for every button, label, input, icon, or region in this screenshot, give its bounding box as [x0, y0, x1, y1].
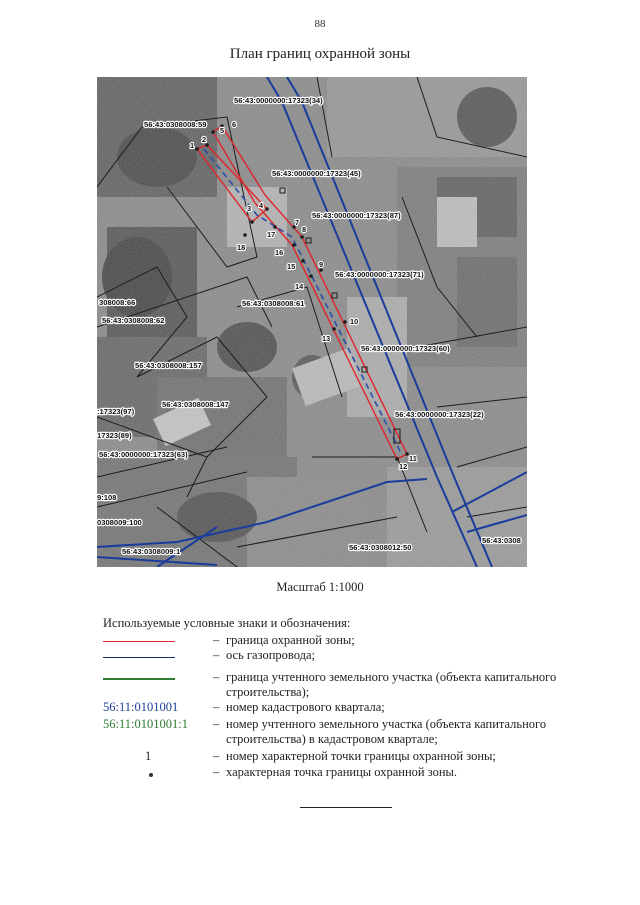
point-marker-15 [301, 259, 305, 263]
legend-dash: – [213, 717, 220, 731]
legend-dash: – [213, 749, 220, 763]
legend-symbol [103, 717, 203, 732]
point-label-18: 18 [237, 243, 246, 252]
parcel-label: 56:43:0000000:17323(34) [234, 96, 323, 105]
parcel-label: 56:43:0308009:1 [122, 547, 181, 556]
legend-text: граница охранной зоны; [226, 633, 355, 647]
legend-dash: – [213, 670, 220, 684]
parcel-label: 56:43:0000000:17323(63) [99, 450, 188, 459]
aerial-map-image [97, 77, 527, 567]
point-marker-16 [292, 243, 296, 247]
parcel-label: 56:43:0000000:17323(87) [312, 211, 401, 220]
legend-dash: – [213, 700, 220, 714]
point-marker-12 [395, 457, 399, 461]
legend-text: ось газопровода; [226, 648, 316, 662]
red-line-symbol [103, 641, 175, 642]
parcel-label: 0308009:100 [97, 518, 142, 527]
point-marker-1 [195, 147, 199, 151]
parcel-label: 308008:66 [99, 298, 136, 307]
point-marker-4 [265, 207, 269, 211]
point-marker-14 [309, 274, 313, 278]
point-label-12: 12 [399, 462, 408, 471]
parcel-label: 56:43:0308008:147 [162, 400, 229, 409]
point-marker-18 [243, 233, 247, 237]
parcel-label: 56:43:0000000:17323(60) [361, 344, 450, 353]
point-label-4: 4 [259, 201, 264, 210]
legend-text: номер кадастрового квартала; [226, 700, 385, 714]
legend-symbol [103, 700, 203, 715]
point-marker-13 [332, 327, 336, 331]
legend-text: номер характерной точки границы охранной зоны; [226, 749, 496, 763]
point-label-15: 15 [287, 262, 296, 271]
parcel-label: 56:43:0308008:62 [102, 316, 165, 325]
point-label-3: 3 [247, 204, 252, 213]
point-marker-3 [250, 220, 254, 224]
parcel-label: 56:43:0308012:50 [349, 543, 412, 552]
legend-dash: – [213, 633, 220, 647]
legend-dash: – [213, 648, 220, 662]
parcel-label: 56:43:0308 [482, 536, 521, 545]
point-label-5: 5 [220, 126, 225, 135]
legend-text: номер учтенного земельного участка (объекта капитального строительства) в кадастровом квартале; [226, 717, 547, 746]
green-line-symbol [103, 678, 175, 680]
map-scale: Масштаб 1:1000 [276, 580, 364, 594]
point-marker-10 [343, 320, 347, 324]
parcel-label: 56:43:0308008:61 [242, 299, 305, 308]
page-number: 88 [314, 18, 326, 30]
parcel-label: 56:43:0308008:59 [144, 120, 207, 129]
point-label-14: 14 [295, 282, 304, 291]
parcel-label: :17323(97) [97, 407, 135, 416]
legend-text: характерная точка границы охранной зоны. [226, 765, 458, 779]
point-label-6: 6 [232, 120, 237, 129]
parcel-number-sample: 56:11:0101001:1 [103, 717, 188, 731]
point-marker-17 [273, 225, 277, 229]
point-number-sample: 1 [145, 749, 152, 763]
point-label-16: 16 [275, 248, 284, 257]
point-label-13: 13 [322, 334, 331, 343]
point-marker-8 [300, 235, 304, 239]
legend-dash: – [213, 765, 220, 779]
point-label-11: 11 [409, 454, 417, 463]
signature-line [300, 807, 392, 808]
parcel-label: 56:43:0000000:17323(45) [272, 169, 361, 178]
legend-heading: Используемые условные знаки и обозначения: [103, 616, 351, 630]
point-dot-symbol [149, 773, 153, 777]
point-marker-5 [211, 130, 215, 134]
parcel-label: 56:43:0000000:17323(22) [395, 410, 484, 419]
point-label-7: 7 [295, 218, 300, 227]
page-title: План границ охранной зоны [229, 46, 411, 62]
point-label-10: 10 [350, 317, 359, 326]
boundary-map [97, 77, 527, 567]
quarter-number-sample: 56:11:0101001 [103, 700, 179, 714]
parcel-label: 56:43:0308008:157 [135, 361, 202, 370]
parcel-label: 56:43:0000000:17323(71) [335, 270, 424, 279]
blue-line-symbol [103, 657, 175, 658]
point-label-1: 1 [190, 141, 195, 150]
point-label-2: 2 [202, 135, 207, 144]
parcel-label: 9:108 [97, 493, 117, 502]
point-label-17: 17 [267, 230, 276, 239]
legend-text: граница учтенного земельного участка (объекта капитального строительства); [226, 670, 557, 699]
parcel-label: 17323(89) [97, 431, 132, 440]
point-label-9: 9 [319, 260, 324, 269]
point-label-8: 8 [302, 225, 307, 234]
